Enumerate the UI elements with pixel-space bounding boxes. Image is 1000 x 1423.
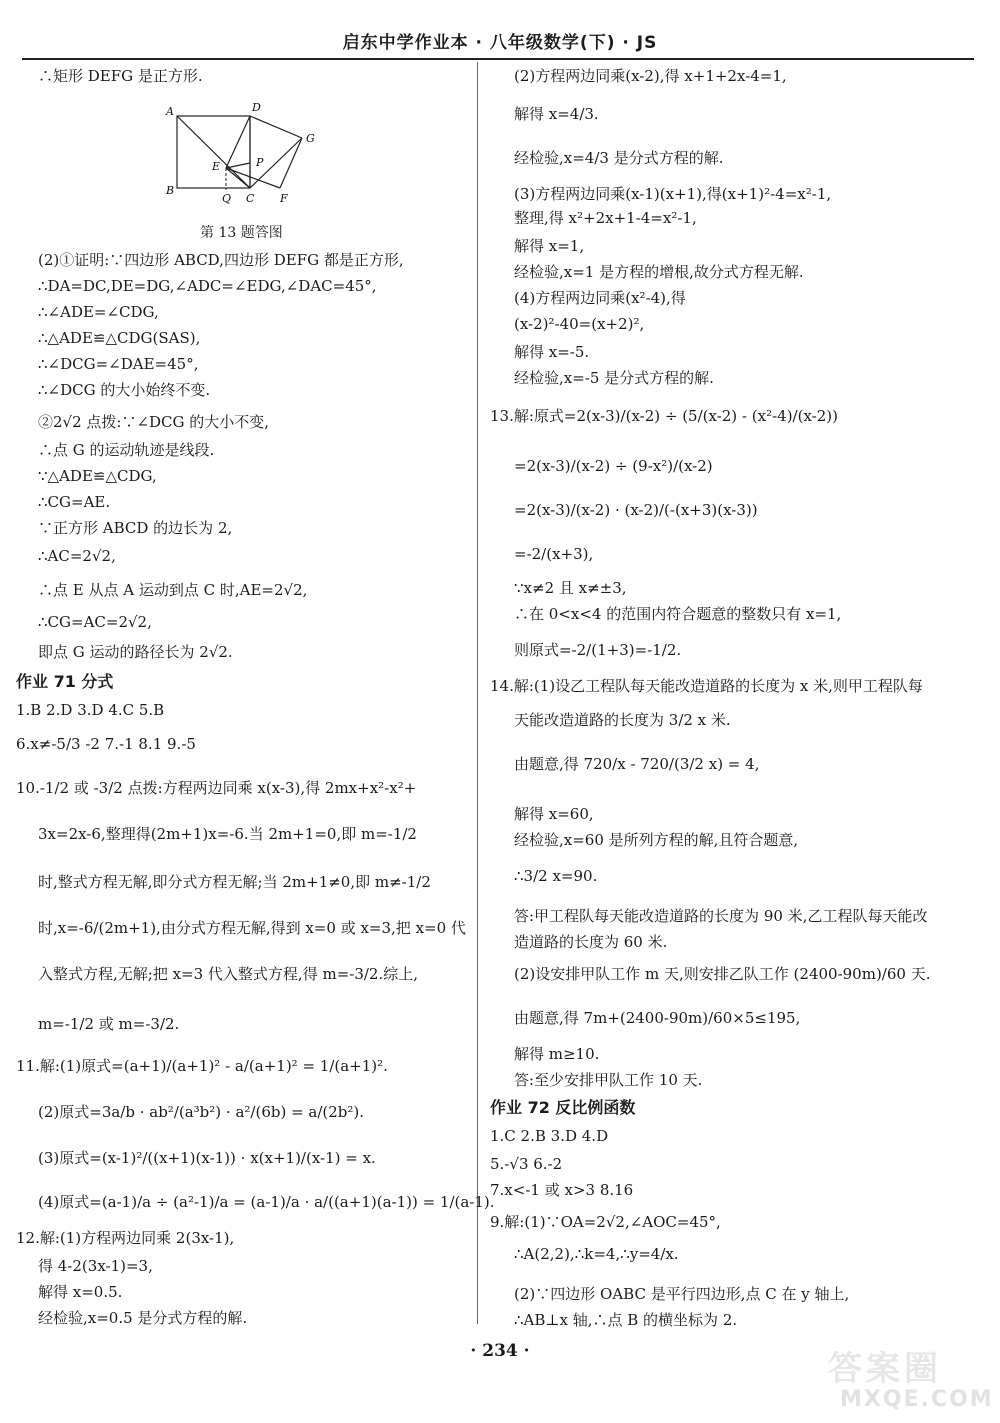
right-line: (2)方程两边同乘(x-2),得 x+1+2x-4=1, — [514, 67, 787, 85]
right-line: 造道路的长度为 60 米. — [514, 933, 668, 951]
left-line: ∴∠ADE=∠CDG, — [38, 303, 159, 321]
left-line: 解得 x=0.5. — [38, 1283, 123, 1301]
left-line: 经检验,x=0.5 是分式方程的解. — [38, 1309, 248, 1327]
right-line: (2)∵四边形 OABC 是平行四边形,点 C 在 y 轴上, — [514, 1285, 850, 1303]
header-rule — [22, 58, 974, 60]
left-line: ∵△ADE≌△CDG, — [38, 467, 157, 485]
right-line: 整理,得 x²+2x+1-4=x²-1, — [514, 209, 697, 227]
point-label-f: F — [280, 192, 288, 205]
left-line: ∴CG=AE. — [38, 493, 111, 511]
page-header-title: 启东中学作业本 · 八年级数学(下) · JS — [342, 33, 658, 53]
column-divider — [477, 62, 478, 1324]
left-line: ∴∠DCG 的大小始终不变. — [38, 381, 211, 399]
left-line: ∴DA=DC,DE=DG,∠ADC=∠EDG,∠DAC=45°, — [38, 277, 377, 295]
right-line: ∴AB⊥x 轴,∴点 B 的横坐标为 2. — [514, 1311, 738, 1329]
left-line: ∴点 E 从点 A 运动到点 C 时,AE=2√2, — [38, 581, 308, 599]
right-line: 由题意,得 720/x - 720/(3/2 x) = 4, — [514, 755, 760, 773]
left-line: 得 4-2(3x-1)=3, — [38, 1257, 153, 1275]
right-line: 13.解:原式=2(x-3)/(x-2) ÷ (5/(x-2) - (x²-4)/(x-2)) — [490, 407, 838, 425]
right-line: =2(x-3)/(x-2) ÷ (9-x²)/(x-2) — [514, 457, 713, 475]
left-line: (2)原式=3a/b · ab²/(a³b²) · a²/(6b) = a/(2b²). — [38, 1103, 365, 1121]
right-line: ∴3/2 x=90. — [514, 867, 598, 885]
right-line: (2)设安排甲队工作 m 天,则安排乙队工作 (2400-90m)/60 天. — [514, 965, 931, 983]
right-line: 1.C 2.B 3.D 4.D — [490, 1127, 609, 1145]
right-line: 经检验,x=60 是所列方程的解,且符合题意, — [514, 831, 799, 849]
right-line: 7.x<-1 或 x>3 8.16 — [490, 1181, 634, 1199]
left-line: ∴CG=AC=2√2, — [38, 613, 152, 631]
left-line: ∴点 G 的运动轨迹是线段. — [38, 441, 215, 459]
right-line: 则原式=-2/(1+3)=-1/2. — [514, 641, 682, 659]
point-label-p: P — [256, 156, 264, 169]
right-line: ∴在 0<x<4 的范围内符合题意的整数只有 x=1, — [514, 605, 842, 623]
right-line: (x-2)²-40=(x+2)², — [514, 315, 645, 333]
left-line: 6.x≠-5/3 -2 7.-1 8.1 9.-5 — [16, 735, 196, 753]
right-line: 解得 x=4/3. — [514, 105, 599, 123]
left-line: ∴△ADE≌△CDG(SAS), — [38, 329, 201, 347]
watermark-text: MXQE.COM — [840, 1387, 994, 1412]
right-line: 天能改造道路的长度为 3/2 x 米. — [514, 711, 731, 729]
left-line: ②2√2 点拨:∵∠DCG 的大小不变, — [38, 413, 270, 431]
left-line: 3x=2x-6,整理得(2m+1)x=-6.当 2m+1=0,即 m=-1/2 — [38, 825, 417, 843]
point-label-d: D — [252, 101, 261, 114]
right-line: 解得 x=60, — [514, 805, 594, 823]
left-line: 10.-1/2 或 -3/2 点拨:方程两边同乘 x(x-3),得 2mx+x²-x²+ — [16, 779, 417, 797]
watermark — [828, 1341, 994, 1413]
point-label-c: C — [246, 192, 255, 205]
right-line: ∴A(2,2),∴k=4,∴y=4/x. — [514, 1245, 679, 1263]
section-heading-72: 作业 72 反比例函数 — [490, 1098, 636, 1117]
left-line: ∴AC=2√2, — [38, 547, 116, 565]
point-label-q: Q — [222, 192, 232, 205]
right-line: 答:至少安排甲队工作 10 天. — [514, 1071, 703, 1089]
left-line: 时,x=-6/(2m+1),由分式方程无解,得到 x=0 或 x=3,把 x=0 代 — [38, 919, 466, 937]
left-line: ∵正方形 ABCD 的边长为 2, — [38, 519, 233, 537]
point-label-b: B — [166, 184, 175, 197]
right-line: =2(x-3)/(x-2) · (x-2)/(-(x+3)(x-3)) — [514, 501, 758, 519]
right-line: 经检验,x=-5 是分式方程的解. — [514, 369, 714, 387]
left-line: m=-1/2 或 m=-3/2. — [38, 1015, 180, 1033]
section-heading-71: 作业 71 分式 — [16, 672, 114, 691]
point-label-e: E — [212, 160, 221, 173]
right-line: ∵x≠2 且 x≠±3, — [514, 579, 627, 597]
left-line: (2)①证明:∵四边形 ABCD,四边形 DEFG 都是正方形, — [38, 251, 404, 269]
right-line: 解得 x=1, — [514, 237, 585, 255]
left-line: 11.解:(1)原式=(a+1)/(a+1)² - a/(a+1)² = 1/(a+1)². — [16, 1057, 388, 1075]
left-line: 时,整式方程无解,即分式方程无解;当 2m+1≠0,即 m≠-1/2 — [38, 873, 431, 891]
left-line: (3)原式=(x-1)²/((x+1)(x-1)) · x(x+1)/(x-1) = x. — [38, 1149, 376, 1167]
right-line: 由题意,得 7m+(2400-90m)/60×5≤195, — [514, 1009, 801, 1027]
right-line: 经检验,x=1 是方程的增根,故分式方程无解. — [514, 263, 804, 281]
left-line: 12.解:(1)方程两边同乘 2(3x-1), — [16, 1229, 235, 1247]
right-line: =-2/(x+3), — [514, 545, 594, 563]
right-line: (3)方程两边同乘(x-1)(x+1),得(x+1)²-4=x²-1, — [514, 185, 832, 203]
right-line: 解得 m≥10. — [514, 1045, 600, 1063]
left-line: (4)原式=(a-1)/a ÷ (a²-1)/a = (a-1)/a · a/((a+1)(a-1)) = 1/(a-1). — [38, 1193, 495, 1211]
point-label-a: A — [166, 105, 174, 118]
right-line: 经检验,x=4/3 是分式方程的解. — [514, 149, 724, 167]
watermark-logo: 答案圈 — [828, 1349, 942, 1389]
right-line: 答:甲工程队每天能改造道路的长度为 90 米,乙工程队每天能改 — [514, 907, 928, 925]
right-line: 解得 x=-5. — [514, 343, 590, 361]
left-line: ∴∠DCG=∠DAE=45°, — [38, 355, 199, 373]
geometry-figure — [160, 98, 330, 208]
left-line: 1.B 2.D 3.D 4.C 5.B — [16, 701, 165, 719]
right-line: (4)方程两边同乘(x²-4),得 — [514, 289, 686, 307]
page-number: · 234 · — [470, 1341, 530, 1361]
left-line: 入整式方程,无解;把 x=3 代入整式方程,得 m=-3/2.综上, — [38, 965, 419, 983]
left-line: ∴矩形 DEFG 是正方形. — [38, 67, 203, 85]
right-line: 14.解:(1)设乙工程队每天能改造道路的长度为 x 米,则甲工程队每 — [490, 677, 923, 695]
figure-caption: 第 13 题答图 — [200, 225, 283, 241]
left-line: 即点 G 运动的路径长为 2√2. — [38, 643, 233, 661]
right-line: 5.-√3 6.-2 — [490, 1155, 563, 1173]
point-label-g: G — [306, 132, 315, 145]
right-line: 9.解:(1)∵OA=2√2,∠AOC=45°, — [490, 1213, 721, 1231]
